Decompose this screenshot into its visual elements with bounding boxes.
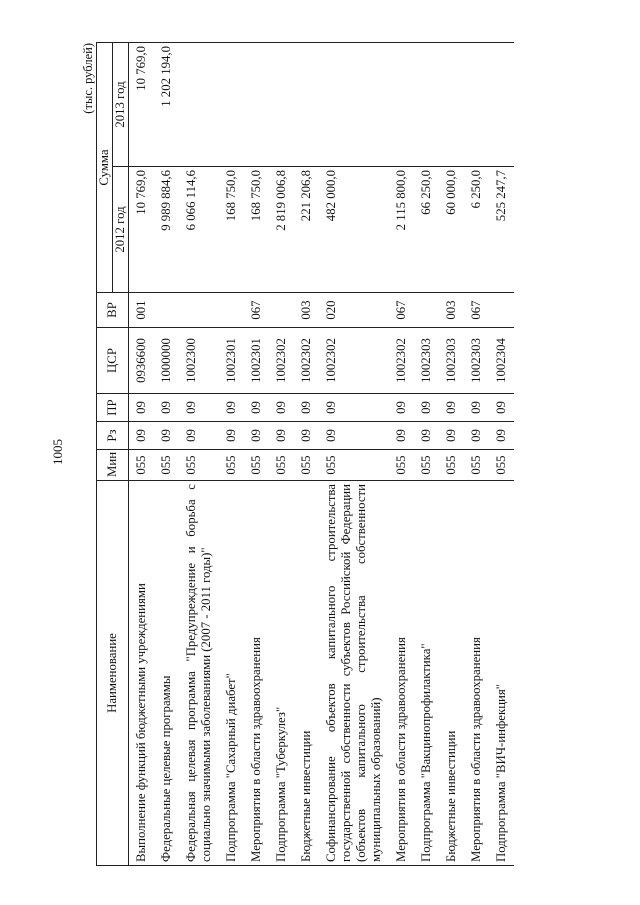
header-min: Мин bbox=[97, 450, 129, 481]
header-csr: ЦСР bbox=[97, 328, 129, 394]
header-sum: Сумма bbox=[97, 43, 113, 293]
row-vr: 067 bbox=[389, 293, 414, 328]
row-rz: 09 bbox=[219, 422, 244, 450]
row-vr: 003 bbox=[294, 293, 319, 328]
table-row bbox=[389, 43, 414, 866]
row-sum-2012: 66 250,0 bbox=[414, 167, 439, 293]
row-pr: 09 bbox=[439, 394, 464, 422]
row-sum-2013 bbox=[389, 43, 414, 167]
row-pr: 09 bbox=[414, 394, 439, 422]
row-rz: 09 bbox=[179, 422, 219, 450]
row-sum-2012: 482 000,0 bbox=[319, 167, 389, 293]
row-csr: 1002304 bbox=[489, 328, 514, 394]
row-rz: 09 bbox=[319, 422, 389, 450]
table-row bbox=[244, 43, 269, 866]
row-csr: 0936600 bbox=[129, 328, 155, 394]
row-min: 055 bbox=[489, 450, 514, 481]
row-sum-2012: 168 750,0 bbox=[244, 167, 269, 293]
row-rz: 09 bbox=[244, 422, 269, 450]
row-min: 055 bbox=[154, 450, 179, 481]
row-pr: 09 bbox=[294, 394, 319, 422]
row-rz: 09 bbox=[439, 422, 464, 450]
row-sum-2012: 168 750,0 bbox=[219, 167, 244, 293]
row-name: Бюджетные инвестиции bbox=[294, 481, 319, 866]
table-row bbox=[439, 43, 464, 866]
row-sum-2013 bbox=[269, 43, 294, 167]
table-row bbox=[294, 43, 319, 866]
row-min: 055 bbox=[179, 450, 219, 481]
table-row bbox=[179, 43, 219, 866]
header-year-2013: 2013 год bbox=[113, 43, 129, 167]
row-min: 055 bbox=[269, 450, 294, 481]
row-sum-2013: 1 202 194,0 bbox=[154, 43, 179, 167]
row-vr bbox=[179, 293, 219, 328]
row-vr: 067 bbox=[464, 293, 489, 328]
row-name: Бюджетные инвестиции bbox=[439, 481, 464, 866]
row-sum-2013 bbox=[179, 43, 219, 167]
row-csr: 1002303 bbox=[414, 328, 439, 394]
row-sum-2012: 2 819 006,8 bbox=[269, 167, 294, 293]
table-header bbox=[97, 43, 129, 866]
header-rz: Рз bbox=[97, 422, 129, 450]
row-rz: 09 bbox=[464, 422, 489, 450]
row-vr: 003 bbox=[439, 293, 464, 328]
row-csr: 1002303 bbox=[439, 328, 464, 394]
row-sum-2013 bbox=[294, 43, 319, 167]
row-sum-2013 bbox=[464, 43, 489, 167]
table-body bbox=[129, 43, 515, 866]
row-sum-2012: 221 206,8 bbox=[294, 167, 319, 293]
row-sum-2012: 525 247,7 bbox=[489, 167, 514, 293]
row-sum-2013 bbox=[414, 43, 439, 167]
row-pr: 09 bbox=[179, 394, 219, 422]
row-name: Подпрограмма "Вакцинопрофилактика" bbox=[414, 481, 439, 866]
header-year-2012: 2012 год bbox=[113, 167, 129, 293]
row-csr: 1000000 bbox=[154, 328, 179, 394]
table-row bbox=[414, 43, 439, 866]
row-pr: 09 bbox=[129, 394, 155, 422]
row-vr bbox=[219, 293, 244, 328]
row-csr: 1002302 bbox=[319, 328, 389, 394]
table-row bbox=[464, 43, 489, 866]
row-csr: 1002301 bbox=[244, 328, 269, 394]
row-min: 055 bbox=[389, 450, 414, 481]
row-pr: 09 bbox=[244, 394, 269, 422]
row-csr: 1002301 bbox=[219, 328, 244, 394]
row-min: 055 bbox=[244, 450, 269, 481]
row-vr bbox=[154, 293, 179, 328]
row-sum-2013 bbox=[489, 43, 514, 167]
row-min: 055 bbox=[414, 450, 439, 481]
header-name: Наименование bbox=[97, 481, 129, 866]
table-row bbox=[154, 43, 179, 866]
row-name: Выполнение функций бюджетными учреждениями bbox=[129, 481, 155, 866]
row-pr: 09 bbox=[269, 394, 294, 422]
row-csr: 1002303 bbox=[464, 328, 489, 394]
table-row bbox=[129, 43, 155, 866]
row-rz: 09 bbox=[154, 422, 179, 450]
row-vr: 001 bbox=[129, 293, 155, 328]
row-sum-2012: 9 989 884,6 bbox=[154, 167, 179, 293]
row-sum-2013 bbox=[439, 43, 464, 167]
row-rz: 09 bbox=[294, 422, 319, 450]
row-rz: 09 bbox=[269, 422, 294, 450]
row-min: 055 bbox=[439, 450, 464, 481]
header-vr: ВР bbox=[97, 293, 129, 328]
row-sum-2012: 2 115 800,0 bbox=[389, 167, 414, 293]
row-sum-2013 bbox=[319, 43, 389, 167]
table-row bbox=[319, 43, 389, 866]
row-rz: 09 bbox=[489, 422, 514, 450]
table-row bbox=[489, 43, 514, 866]
row-name: Мероприятия в области здравоохранения bbox=[464, 481, 489, 866]
table-row bbox=[269, 43, 294, 866]
row-csr: 1002300 bbox=[179, 328, 219, 394]
row-name: Софинансирование объектов капитального строительства государственной собственности субъектов Российской Федерации (объектов капитального строительства собственности муниципальных образований) bbox=[319, 481, 389, 866]
row-sum-2012: 10 769,0 bbox=[129, 167, 155, 293]
page-number: 1005 bbox=[50, 439, 65, 465]
row-sum-2012: 6 066 114,6 bbox=[179, 167, 219, 293]
units-label: (тыс. рублей) bbox=[81, 43, 95, 114]
row-csr: 1002302 bbox=[269, 328, 294, 394]
row-name: Подпрограмма "ВИЧ-инфекция" bbox=[489, 481, 514, 866]
row-min: 055 bbox=[219, 450, 244, 481]
row-vr bbox=[414, 293, 439, 328]
row-min: 055 bbox=[319, 450, 389, 481]
row-min: 055 bbox=[294, 450, 319, 481]
row-csr: 1002302 bbox=[389, 328, 414, 394]
row-sum-2013 bbox=[219, 43, 244, 167]
header-pr: ПР bbox=[97, 394, 129, 422]
row-vr bbox=[269, 293, 294, 328]
row-csr: 1002302 bbox=[294, 328, 319, 394]
budget-table bbox=[96, 42, 514, 866]
row-rz: 09 bbox=[414, 422, 439, 450]
row-rz: 09 bbox=[389, 422, 414, 450]
row-sum-2013: 10 769,0 bbox=[129, 43, 155, 167]
row-pr: 09 bbox=[154, 394, 179, 422]
row-name: Федеральная целевая программа "Предупреждение и борьба с социально значимыми заболеваниями (2007 - 2011 годы)" bbox=[179, 481, 219, 866]
row-pr: 09 bbox=[489, 394, 514, 422]
row-pr: 09 bbox=[319, 394, 389, 422]
row-vr: 020 bbox=[319, 293, 389, 328]
row-vr: 067 bbox=[244, 293, 269, 328]
row-sum-2013 bbox=[244, 43, 269, 167]
rotated-sheet bbox=[81, 41, 639, 866]
row-sum-2012: 60 000,0 bbox=[439, 167, 464, 293]
row-min: 055 bbox=[129, 450, 155, 481]
row-pr: 09 bbox=[219, 394, 244, 422]
row-vr bbox=[489, 293, 514, 328]
row-rz: 09 bbox=[129, 422, 155, 450]
row-name: Мероприятия в области здравоохранения bbox=[389, 481, 414, 866]
row-min: 055 bbox=[464, 450, 489, 481]
row-name: Подпрограмма "Туберкулез" bbox=[269, 481, 294, 866]
row-name: Подпрограмма "Сахарный диабет" bbox=[219, 481, 244, 866]
row-sum-2012: 6 250,0 bbox=[464, 167, 489, 293]
row-pr: 09 bbox=[389, 394, 414, 422]
row-name: Федеральные целевые программы bbox=[154, 481, 179, 866]
row-name: Мероприятия в области здравоохранения bbox=[244, 481, 269, 866]
row-pr: 09 bbox=[464, 394, 489, 422]
table-row bbox=[219, 43, 244, 866]
